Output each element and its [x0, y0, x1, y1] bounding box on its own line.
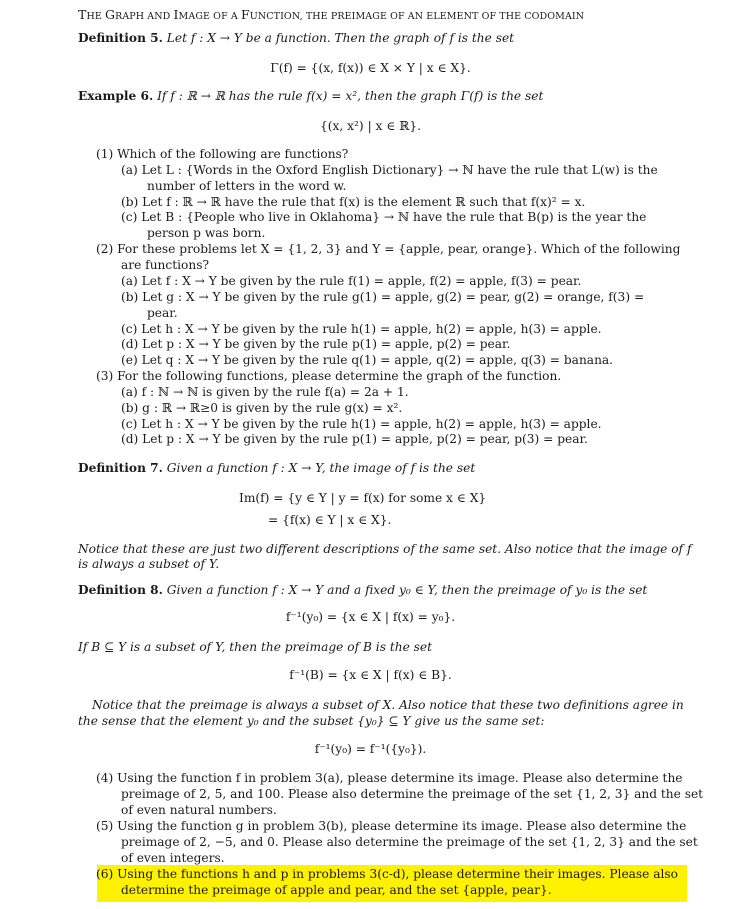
problem-3b: (b) g : ℝ → ℝ≥0 is given by the rule g(x) = x². [121, 401, 403, 415]
equation-preimage-set: f⁻¹(B) = {x ∈ X | f(x) ∈ B}. [289, 668, 452, 682]
example-6: Example 6. If f : ℝ → ℝ has the rule f(x) = x², then the graph Γ(f) is the set [78, 89, 544, 103]
notice-image-1: Notice that these are just two different descriptions of the same set. Also notice that the image of f [78, 542, 692, 556]
preimage-subset-text: If B ⊆ Y is a subset of Y, then the preimage of B is the set [78, 640, 433, 654]
problem-4-cont2: of even natural numbers. [121, 803, 277, 817]
problem-1a-cont: number of letters in the word w. [147, 179, 347, 193]
equation-image-1: Im(f) = {y ∈ Y | y = f(x) for some x ∈ X} [239, 491, 487, 505]
problem-4-cont: preimage of 2, 5, and 100. Please also determine the preimage of the set {1, 2, 3} and the set [121, 787, 704, 801]
problem-2e: (e) Let q : X → Y be given by the rule q(1) = apple, q(2) = apple, q(3) = banana. [121, 353, 614, 367]
section-heading: THE GRAPH AND IMAGE OF A FUNCTION, THE PREIMAGE OF AN ELEMENT OF THE CODOMAIN [78, 7, 585, 22]
problem-2c: (c) Let h : X → Y be given by the rule h(1) = apple, h(2) = apple, h(3) = apple. [121, 322, 602, 336]
equation-example: {(x, x²) | x ∈ ℝ}. [320, 119, 421, 133]
problem-3d: (d) Let p : X → Y be given by the rule p(1) = apple, p(2) = pear, p(3) = pear. [121, 432, 588, 446]
problem-2b: (b) Let g : X → Y be given by the rule g(1) = apple, g(2) = pear, g(2) = orange, f(3) = [121, 290, 645, 304]
problem-1a: (a) Let L : {Words in the Oxford English Dictionary} → ℕ have the rule that L(w) is the [121, 163, 658, 177]
problem-1c: (c) Let B : {People who live in Oklahoma} → ℕ have the rule that B(p) is the year the [121, 210, 647, 224]
problem-1: (1) Which of the following are functions? [96, 147, 349, 161]
problem-5-cont2: of even integers. [121, 851, 225, 865]
problem-6: (6) Using the functions h and p in problems 3(c-d), please determine their images. Please also [96, 867, 679, 881]
notice-image-2: is always a subset of Y. [78, 557, 220, 571]
problem-2: (2) For these problems let X = {1, 2, 3} and Y = {apple, pear, orange}. Which of the following [96, 242, 681, 256]
equation-preimage-point: f⁻¹(y₀) = {x ∈ X | f(x) = y₀}. [285, 610, 456, 624]
problem-3: (3) For the following functions, please determine the graph of the function. [96, 369, 562, 383]
definition-5: Definition 5. Let f : X → Y be a function. Then the graph of f is the set [78, 31, 515, 45]
notice-preimage-2: the sense that the element y₀ and the subset {y₀} ⊆ Y give us the same set: [78, 714, 545, 728]
definition-8: Definition 8. Given a function f : X → Y and a fixed y₀ ∈ Y, then the preimage of y₀ is the set [78, 583, 648, 597]
problem-1b: (b) Let f : ℝ → ℝ have the rule that f(x) is the element ℝ such that f(x)² = x. [121, 195, 586, 209]
equation-image-2: = {f(x) ∈ Y | x ∈ X}. [268, 513, 392, 527]
problem-5: (5) Using the function g in problem 3(b), please determine its image. Please also determine the [96, 819, 687, 833]
problem-2a: (a) Let f : X → Y be given by the rule f(1) = apple, f(2) = apple, f(3) = pear. [121, 274, 582, 288]
problem-6-cont: determine the preimage of apple and pear, and the set {apple, pear}. [121, 883, 552, 897]
problem-2b-cont: pear. [147, 306, 178, 320]
notice-preimage-1: Notice that the preimage is always a subset of X. Also notice that these two definitions agree in [92, 698, 684, 712]
problem-2-cont: are functions? [121, 258, 209, 272]
problem-3a: (a) f : ℕ → ℕ is given by the rule f(a) = 2a + 1. [121, 385, 409, 399]
equation-preimage-equal: f⁻¹(y₀) = f⁻¹({y₀}). [314, 742, 427, 756]
problem-5-cont: preimage of 2, −5, and 0. Please also determine the preimage of the set {1, 2, 3} and the set [121, 835, 698, 849]
problem-1c-cont: person p was born. [147, 226, 266, 240]
equation-graph: Γ(f) = {(x, f(x)) ∈ X × Y | x ∈ X}. [270, 61, 471, 75]
problem-3c: (c) Let h : X → Y be given by the rule h(1) = apple, h(2) = apple, h(3) = apple. [121, 417, 602, 431]
problem-4: (4) Using the function f in problem 3(a), please determine its image. Please also determine the [96, 771, 683, 785]
problem-2d: (d) Let p : X → Y be given by the rule p(1) = apple, p(2) = pear. [121, 337, 511, 351]
definition-7: Definition 7. Given a function f : X → Y, the image of f is the set [78, 461, 476, 475]
